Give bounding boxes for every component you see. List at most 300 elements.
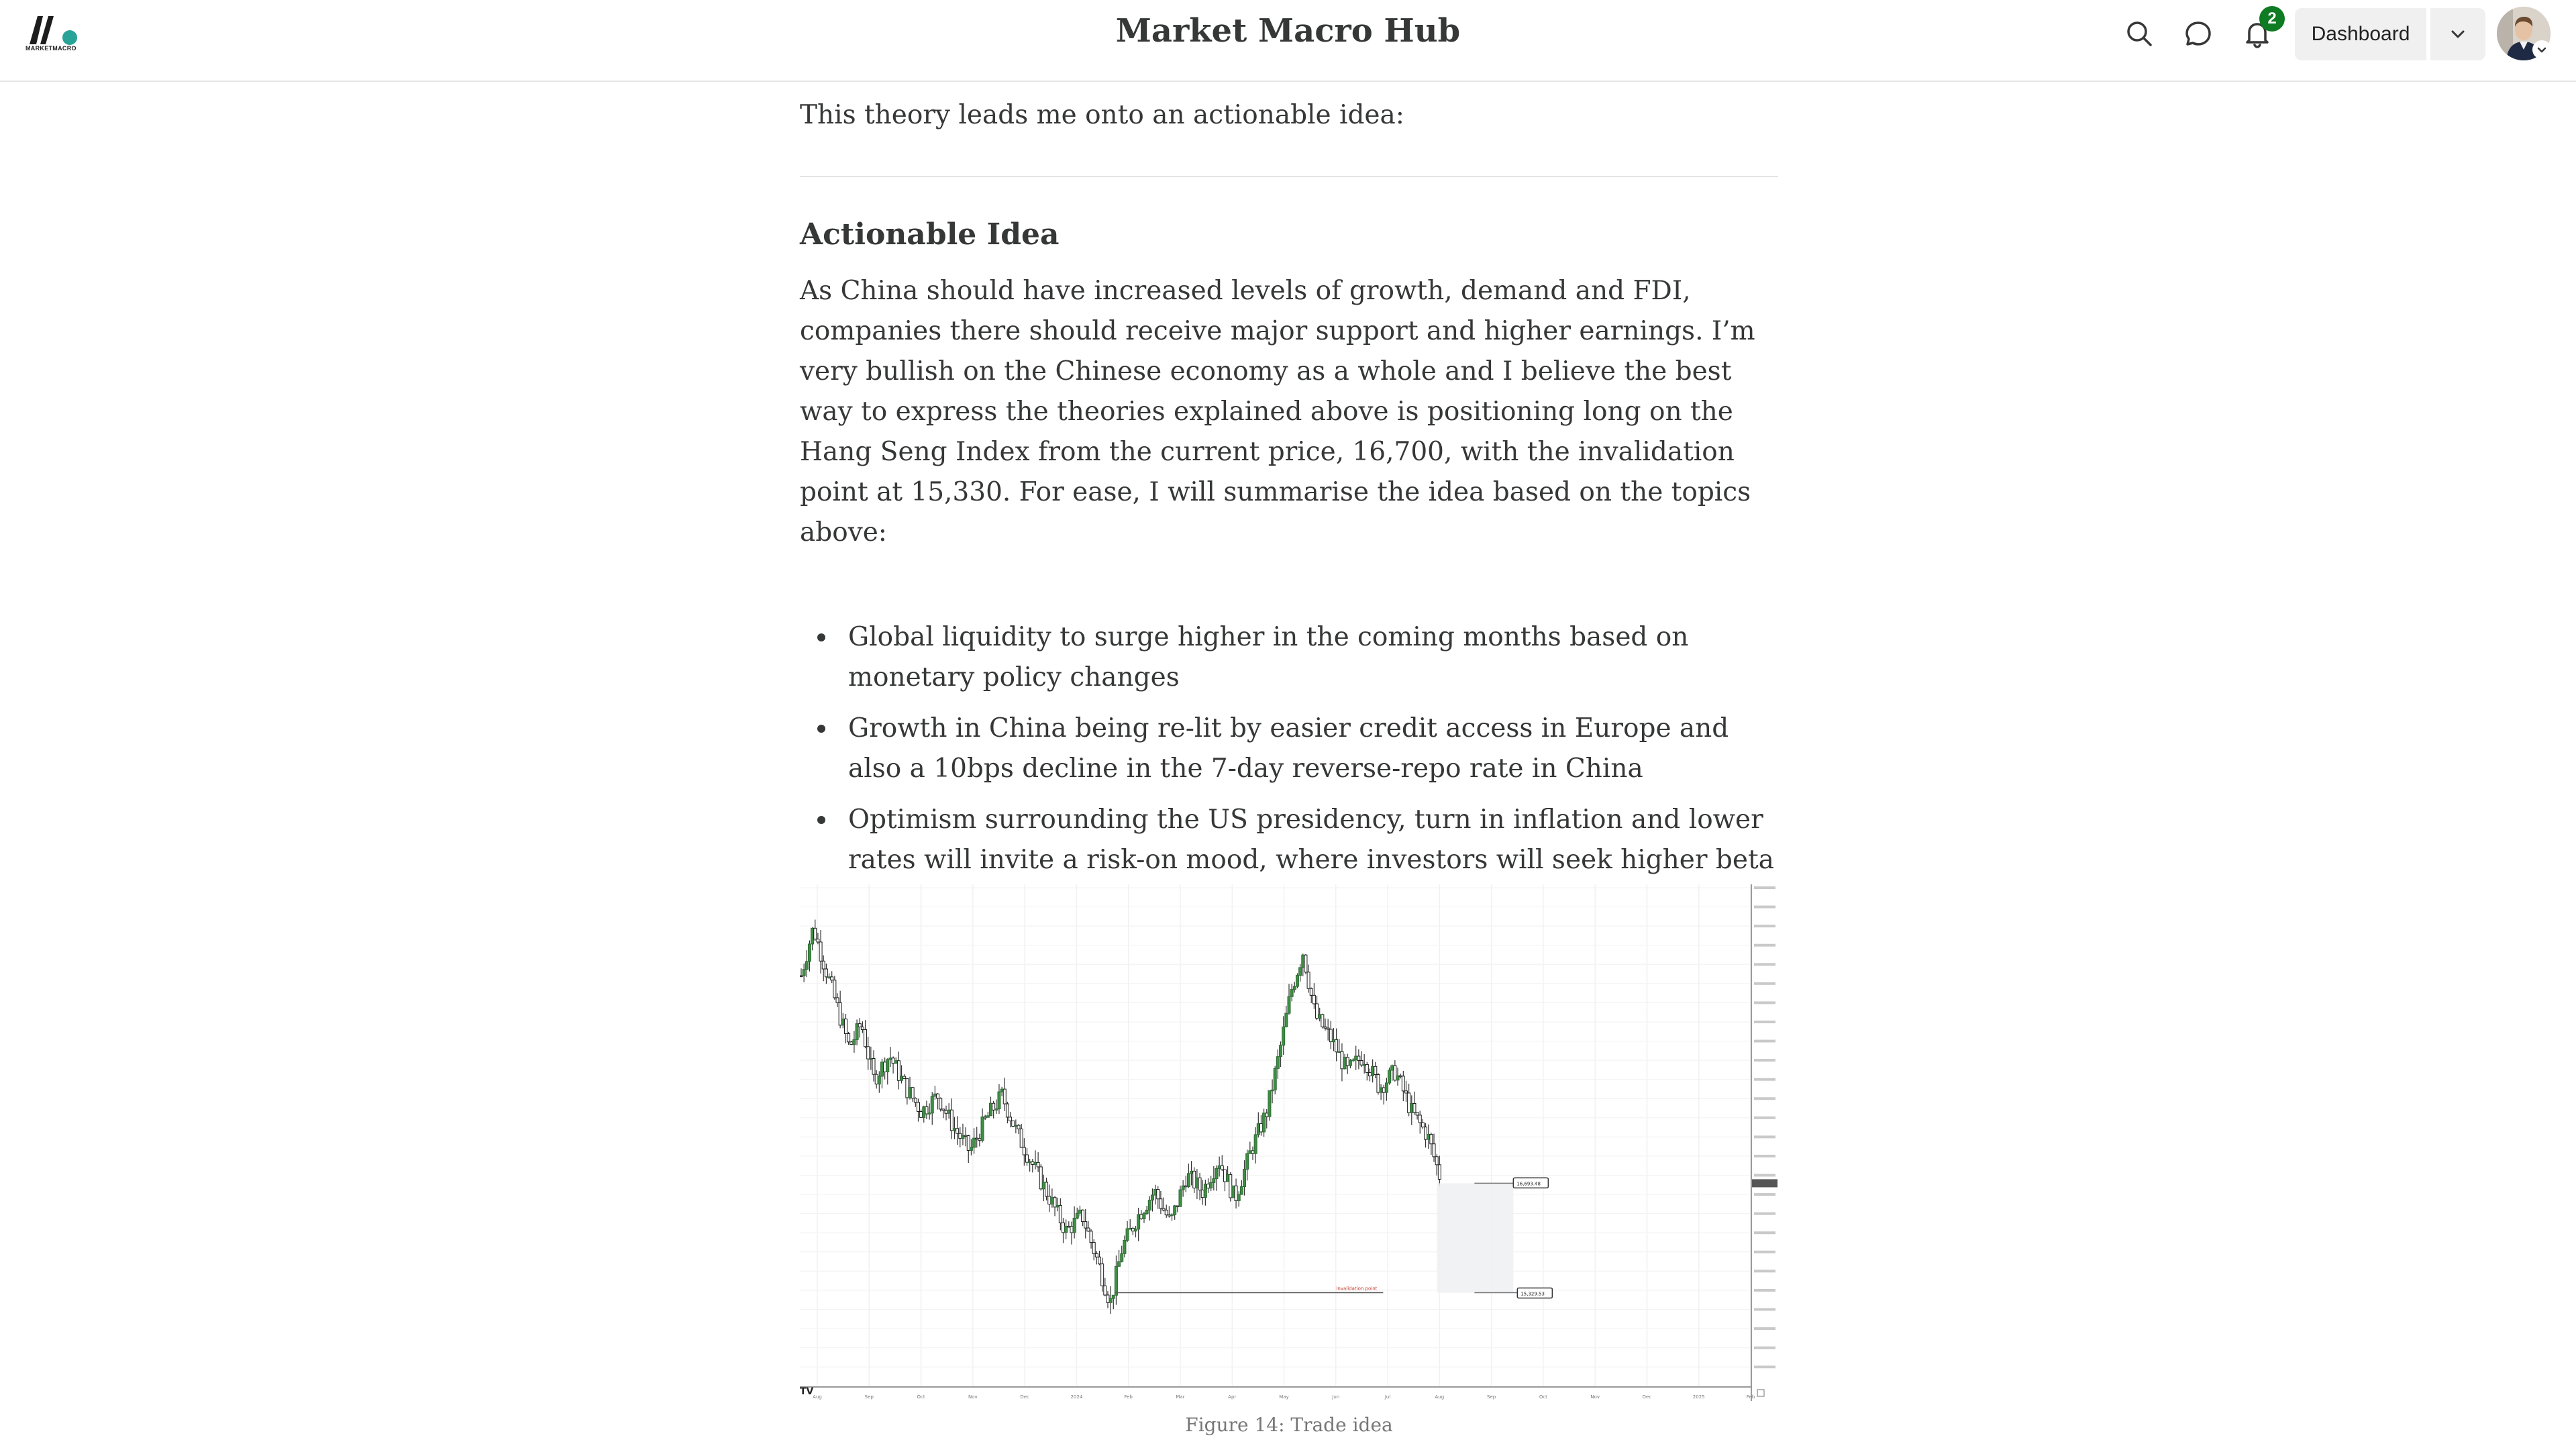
bullet-item: Optimism surrounding the US presidency, turn in inflation and lower rates will invite a risk-on mood, where investors will seek higher beta <box>848 800 1778 921</box>
y-tick-mark <box>1754 1308 1775 1310</box>
x-tick-label: Dec <box>1642 1394 1652 1400</box>
candle-body <box>831 977 833 980</box>
candle-body <box>1048 1196 1051 1204</box>
candle-body <box>1343 1057 1346 1069</box>
candle-body <box>906 1078 909 1098</box>
x-tick-label: Feb <box>1124 1394 1133 1400</box>
y-tick-mark <box>1754 1135 1775 1138</box>
y-tick-mark <box>1754 1059 1775 1062</box>
candle-body <box>1346 1057 1349 1066</box>
candle-body <box>1299 968 1302 976</box>
candle-body <box>1073 1218 1076 1233</box>
candle-body <box>1042 1182 1045 1189</box>
candle-body <box>1121 1253 1123 1261</box>
candle-body <box>1232 1186 1235 1198</box>
x-tick-label: 2025 <box>1692 1394 1705 1400</box>
candle-body <box>1198 1178 1201 1190</box>
candle-body <box>959 1133 962 1138</box>
candle-body <box>1240 1186 1243 1194</box>
candle-body <box>1196 1178 1198 1188</box>
candle-body <box>841 1019 844 1025</box>
candle-body <box>1053 1198 1056 1207</box>
x-tick-label: 2024 <box>1070 1394 1083 1400</box>
candle-body <box>1341 1051 1343 1069</box>
candle-body <box>1355 1056 1357 1060</box>
candle-body <box>1135 1229 1137 1231</box>
y-tick-mark <box>1754 1040 1775 1043</box>
candle-body <box>1106 1295 1109 1302</box>
candle-body <box>1184 1186 1187 1187</box>
candle-body <box>828 977 831 978</box>
candle-body <box>850 1042 853 1045</box>
candle-body <box>894 1061 897 1064</box>
lower-price-label: 15,329.53 <box>1521 1291 1545 1297</box>
bullet-item: Growth in China being re-lit by easier credit access in Europe and also a 10bps decline in the 7-day reverse-repo rate in China <box>848 709 1778 789</box>
y-tick-mark <box>1754 1117 1775 1119</box>
candle-body <box>825 969 827 977</box>
candle-body <box>920 1112 923 1118</box>
candle-body <box>1000 1089 1003 1092</box>
candle-body <box>1045 1182 1048 1196</box>
invalidation-label: Invalidation point <box>1336 1286 1378 1292</box>
candle-body <box>1274 1068 1276 1090</box>
candle-body <box>1190 1171 1193 1173</box>
candle-body <box>1363 1064 1366 1066</box>
candle-body <box>1162 1208 1165 1210</box>
hang-seng-candlestick-chart[interactable] <box>800 884 1778 1401</box>
x-tick-label: Sep <box>864 1394 874 1400</box>
x-tick-label: Mar <box>1176 1394 1185 1400</box>
candle-body <box>1419 1115 1421 1123</box>
candle-body <box>1131 1228 1134 1231</box>
figure-caption: Figure 14: Trade idea <box>1185 1414 1393 1436</box>
candle-body <box>962 1135 964 1138</box>
candle-body <box>800 976 803 977</box>
candle-body <box>1223 1170 1226 1182</box>
candle-body <box>1394 1066 1396 1080</box>
candle-body <box>1003 1089 1006 1104</box>
candle-body <box>1246 1153 1249 1169</box>
candle-body <box>1210 1182 1213 1188</box>
candle-body <box>1293 986 1296 990</box>
candle-body <box>1207 1184 1210 1188</box>
candle-body <box>1421 1123 1424 1127</box>
candle-body <box>1176 1206 1179 1207</box>
candle-body <box>1235 1186 1237 1200</box>
candle-body <box>1404 1091 1407 1093</box>
candle-body <box>1104 1286 1106 1295</box>
candle-body <box>1204 1184 1206 1198</box>
candle-body <box>1179 1190 1182 1206</box>
candle-body <box>1433 1144 1435 1157</box>
candle-body <box>1017 1125 1020 1129</box>
candle-body <box>1271 1090 1274 1091</box>
candle-body <box>1360 1061 1363 1066</box>
candle-body <box>1380 1088 1382 1092</box>
candle-body <box>1263 1113 1266 1132</box>
candle-body <box>1227 1174 1229 1182</box>
tradingview-logo: TV <box>800 1386 814 1397</box>
candle-body <box>1095 1253 1098 1257</box>
candle-body <box>1310 988 1312 995</box>
y-tick-mark <box>1754 1212 1775 1215</box>
candle-body <box>880 1062 883 1076</box>
candle-body <box>1157 1190 1160 1199</box>
candle-body <box>817 939 819 941</box>
x-tick-label: May <box>1279 1394 1289 1400</box>
x-tick-label: Feb <box>1746 1394 1755 1400</box>
candle-body <box>1092 1243 1095 1254</box>
candle-body <box>1084 1222 1087 1228</box>
candle-body <box>1112 1295 1115 1298</box>
lead-sentence: This theory leads me onto an actionable idea: <box>800 100 1404 130</box>
x-tick-label: Dec <box>1020 1394 1029 1400</box>
candle-body <box>1319 1015 1321 1018</box>
candle-body <box>1288 996 1290 1013</box>
y-tick-mark <box>1754 1174 1775 1177</box>
candle-body <box>1352 1060 1355 1061</box>
candle-body <box>1090 1231 1092 1243</box>
candle-body <box>976 1138 978 1139</box>
candle-body <box>928 1113 931 1115</box>
candle-body <box>995 1109 998 1111</box>
y-tick-mark <box>1754 906 1775 909</box>
candle-body <box>1023 1147 1025 1155</box>
candle-body <box>1009 1117 1012 1121</box>
y-tick-mark <box>1754 1021 1775 1023</box>
candle-body <box>1020 1129 1023 1147</box>
candle-body <box>986 1116 989 1117</box>
candle-body <box>819 942 822 961</box>
upper-price-label: 16,693.48 <box>1516 1181 1541 1187</box>
x-tick-label: Apr <box>1228 1394 1237 1400</box>
candle-body <box>853 1039 856 1044</box>
candle-body <box>858 1024 861 1027</box>
candle-body <box>1182 1186 1184 1190</box>
candle-body <box>847 1033 850 1041</box>
candle-body <box>953 1129 956 1131</box>
candle-body <box>1249 1151 1251 1153</box>
candle-body <box>808 944 811 962</box>
candle-body <box>1316 1004 1319 1018</box>
candle-body <box>1332 1039 1335 1041</box>
candle-body <box>897 1061 900 1080</box>
candle-body <box>878 1076 880 1084</box>
candle-body <box>950 1110 953 1131</box>
candle-body <box>1327 1028 1329 1029</box>
candle-body <box>1221 1166 1223 1170</box>
candle-body <box>1229 1174 1232 1198</box>
account-menu-toggle[interactable] <box>2532 40 2551 59</box>
candle-body <box>1137 1215 1140 1229</box>
candle-body <box>1056 1205 1059 1206</box>
candle-body <box>1321 1015 1324 1027</box>
candle-body <box>1377 1075 1380 1093</box>
candle-body <box>914 1098 917 1102</box>
candle-body <box>1151 1195 1153 1200</box>
x-tick-label: Oct <box>1539 1394 1547 1400</box>
candle-body <box>1276 1057 1279 1069</box>
candle-body <box>1218 1166 1221 1168</box>
candle-body <box>1413 1104 1416 1113</box>
candle-body <box>1015 1125 1017 1127</box>
candle-body <box>892 1058 894 1064</box>
y-tick-mark <box>1754 1193 1775 1196</box>
candle-body <box>1076 1213 1078 1218</box>
y-tick-mark <box>1754 1251 1775 1253</box>
top-navbar <box>0 0 2576 82</box>
x-tick-label: Nov <box>968 1394 978 1400</box>
candle-body <box>1312 995 1315 1004</box>
candle-body <box>911 1088 914 1098</box>
candle-body <box>1145 1210 1148 1213</box>
candle-body <box>870 1058 872 1060</box>
candle-body <box>1416 1113 1419 1115</box>
candle-body <box>1372 1066 1374 1076</box>
candle-body <box>1168 1215 1170 1217</box>
candle-body <box>1402 1076 1404 1091</box>
y-tick-mark <box>1754 1327 1775 1330</box>
section-paragraph: As China should have increased levels of growth, demand and FDI, companies there should receive major support and higher earnings. I’m very bullish on the Chinese economy as a whole and I believe the best way to express the theories explained above is positioning long on the Hang Seng Index from the current price, 16,700, with the invalidation point at 15,330. For ease, I will summarise the idea based on the topics above: <box>800 276 1755 548</box>
candle-body <box>1285 1013 1288 1027</box>
candle-body <box>1257 1124 1259 1135</box>
candle-body <box>939 1098 942 1109</box>
candle-body <box>909 1088 911 1098</box>
chevron-down-icon <box>2448 24 2468 44</box>
candle-body <box>1335 1039 1338 1051</box>
candle-body <box>1148 1200 1151 1210</box>
candle-body <box>1304 955 1307 972</box>
candle-body <box>992 1103 995 1110</box>
candle-body <box>1374 1066 1377 1074</box>
chat-bubble-icon[interactable] <box>2182 17 2214 50</box>
candle-body <box>1165 1210 1168 1215</box>
candle-body <box>833 980 836 998</box>
candle-body <box>1034 1162 1037 1164</box>
candle-body <box>1243 1170 1246 1187</box>
candle-body <box>1410 1104 1413 1113</box>
candle-body <box>1039 1167 1042 1189</box>
time-axis-line <box>800 1386 1751 1388</box>
candle-body <box>1302 955 1304 968</box>
chevron-down-icon <box>2535 43 2548 56</box>
candle-body <box>1037 1162 1039 1167</box>
candle-body <box>1082 1210 1084 1221</box>
candle-body <box>1171 1215 1174 1216</box>
candle-body <box>861 1027 864 1029</box>
price-axis-line <box>1751 884 1752 1401</box>
candle-body <box>1078 1210 1081 1213</box>
candle-body <box>1070 1227 1073 1233</box>
candle-body <box>839 1002 841 1025</box>
section-divider <box>800 176 1778 177</box>
candle-body <box>937 1094 939 1098</box>
y-tick-mark <box>1754 1155 1775 1157</box>
y-tick-mark <box>1754 1289 1775 1292</box>
candle-body <box>872 1058 875 1074</box>
candle-body <box>1430 1134 1433 1143</box>
candle-body <box>1118 1261 1121 1266</box>
candle-body <box>1408 1093 1410 1113</box>
y-tick-mark <box>1754 925 1775 927</box>
candle-body <box>1115 1266 1117 1295</box>
candle-body <box>1259 1124 1262 1132</box>
x-tick-label: Nov <box>1590 1394 1600 1400</box>
candle-body <box>803 970 805 976</box>
candle-body <box>1187 1174 1190 1187</box>
candle-body <box>889 1058 892 1060</box>
y-tick-mark <box>1754 1270 1775 1272</box>
candle-body <box>875 1074 878 1084</box>
candle-body <box>1029 1161 1031 1163</box>
x-tick-label: Aug <box>813 1394 822 1400</box>
candle-body <box>1399 1076 1402 1077</box>
candle-body <box>1349 1060 1351 1066</box>
candle-body <box>836 998 839 1002</box>
candle-body <box>1280 1045 1282 1057</box>
candle-body <box>1307 972 1310 988</box>
candle-body <box>984 1117 986 1119</box>
x-tick-label: Oct <box>917 1394 925 1400</box>
site-title[interactable]: Market Macro Hub <box>1115 12 1461 50</box>
candle-body <box>1140 1215 1143 1219</box>
candle-body <box>964 1135 967 1137</box>
candle-body <box>864 1029 867 1046</box>
candle-body <box>1065 1226 1068 1232</box>
candle-body <box>925 1106 928 1114</box>
candle-body <box>1251 1151 1254 1153</box>
candle-body <box>967 1136 970 1151</box>
y-tick-mark <box>1754 982 1775 985</box>
trade-idea-chart-figure[interactable] <box>800 884 1778 1401</box>
candle-body <box>822 961 825 969</box>
candle-body <box>978 1139 981 1141</box>
candle-body <box>814 928 817 939</box>
candle-body <box>933 1094 936 1096</box>
x-tick-label: Jul <box>1384 1394 1391 1400</box>
candle-body <box>886 1060 889 1072</box>
logo-wordmark: MARKETMACRO <box>25 45 76 52</box>
candle-body <box>945 1111 947 1113</box>
candle-body <box>1385 1083 1388 1092</box>
candle-body <box>981 1117 984 1141</box>
candle-body <box>1031 1161 1034 1164</box>
candle-body <box>1051 1198 1053 1204</box>
candle-body <box>884 1062 886 1072</box>
candle-body <box>1266 1113 1268 1117</box>
candle-body <box>1193 1171 1196 1188</box>
candle-body <box>1215 1168 1218 1178</box>
candle-body <box>1143 1214 1145 1219</box>
search-icon[interactable] <box>2123 17 2155 50</box>
y-tick-mark <box>1754 1365 1775 1368</box>
candle-body <box>923 1106 925 1117</box>
candle-body <box>1087 1228 1090 1231</box>
candle-body <box>1123 1240 1126 1253</box>
candle-body <box>931 1096 933 1113</box>
x-tick-label: Sep <box>1487 1394 1496 1400</box>
section-heading: Actionable Idea <box>800 217 1060 252</box>
candle-body <box>844 1019 847 1034</box>
candle-body <box>1254 1135 1257 1153</box>
candle-body <box>867 1047 870 1059</box>
candle-body <box>1101 1264 1104 1286</box>
candle-body <box>1268 1090 1271 1117</box>
candle-body <box>805 962 808 970</box>
candle-body <box>1290 990 1293 997</box>
y-tick-mark <box>1754 963 1775 966</box>
candle-body <box>973 1138 976 1147</box>
x-tick-label: Jun <box>1332 1394 1340 1400</box>
x-tick-label: Aug <box>1435 1394 1445 1400</box>
candle-body <box>1068 1226 1070 1227</box>
candle-body <box>947 1110 950 1113</box>
candle-body <box>1435 1157 1438 1165</box>
candle-body <box>1109 1298 1112 1302</box>
candle-body <box>1427 1134 1430 1139</box>
candle-body <box>900 1076 903 1080</box>
y-tick-mark <box>1754 944 1775 947</box>
candle-body <box>1012 1121 1015 1126</box>
candle-body <box>1006 1104 1009 1117</box>
candle-body <box>1438 1165 1441 1180</box>
candle-body <box>1425 1127 1427 1139</box>
candle-body <box>1396 1076 1399 1080</box>
candle-body <box>1237 1194 1240 1200</box>
candle-body <box>1382 1088 1385 1092</box>
candle-body <box>1126 1229 1129 1240</box>
y-tick-mark <box>1754 1097 1775 1100</box>
candle-body <box>903 1076 906 1078</box>
y-tick-mark <box>1754 1078 1775 1081</box>
candle-body <box>1213 1179 1215 1183</box>
candle-body <box>1357 1056 1360 1061</box>
y-tick-mark <box>1754 1001 1775 1004</box>
y-tick-mark <box>1754 886 1775 889</box>
candle-body <box>1174 1206 1176 1215</box>
bullet-item: Global liquidity to surge higher in the coming months based on monetary policy changes <box>848 617 1778 698</box>
candle-body <box>1329 1029 1332 1042</box>
candle-body <box>1388 1070 1391 1083</box>
notification-count-badge: 2 <box>2259 6 2285 32</box>
candle-body <box>1129 1228 1131 1229</box>
candle-body <box>970 1147 972 1150</box>
candle-body <box>1025 1155 1028 1162</box>
y-tick-mark <box>1754 1231 1775 1234</box>
candle-body <box>1282 1027 1285 1045</box>
candle-body <box>1059 1205 1062 1223</box>
candle-body <box>998 1092 1000 1108</box>
candle-body <box>917 1102 919 1112</box>
candle-body <box>1154 1190 1157 1196</box>
candle-body <box>1324 1027 1327 1028</box>
current-price-marker <box>1752 1179 1778 1187</box>
candle-body <box>1368 1072 1371 1076</box>
candle-body <box>1098 1257 1101 1263</box>
trade-range-box <box>1437 1183 1513 1292</box>
y-tick-mark <box>1754 1347 1775 1349</box>
candle-body <box>1391 1066 1394 1070</box>
candle-body <box>989 1103 992 1116</box>
dashboard-button[interactable]: Dashboard <box>2295 8 2426 60</box>
candle-body <box>942 1109 945 1111</box>
candle-body <box>1296 976 1298 986</box>
candle-body <box>856 1024 858 1040</box>
candle-body <box>1338 1051 1341 1053</box>
dashboard-menu-toggle[interactable] <box>2430 8 2485 60</box>
candle-body <box>1160 1199 1162 1208</box>
candle-body <box>956 1129 959 1133</box>
